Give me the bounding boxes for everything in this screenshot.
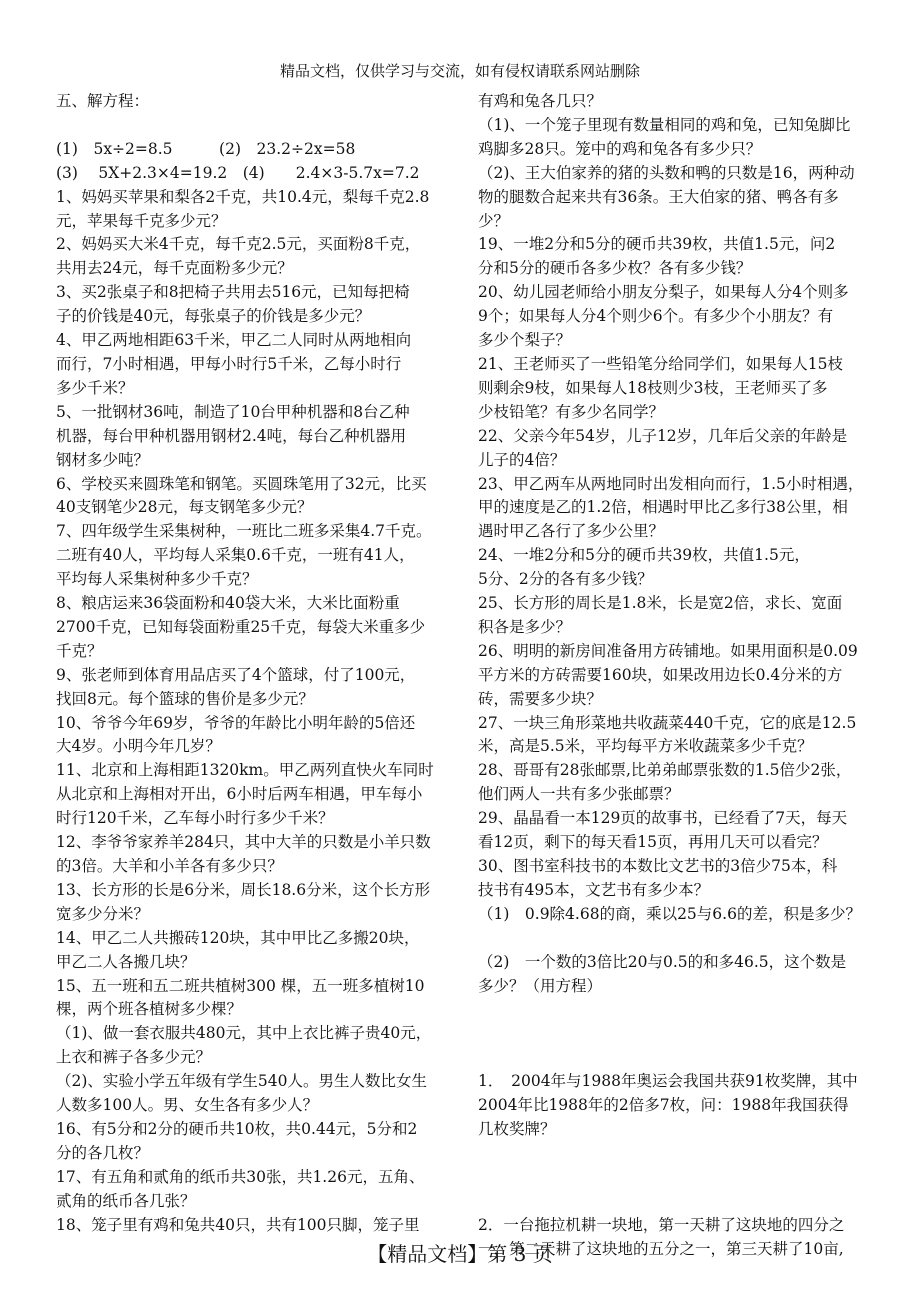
text-line: 他们两人一共有多少张邮票？ [478,785,680,804]
text-line [56,114,448,138]
text-line: 分的各几枚？ [56,1143,150,1162]
text-line: 20、幼儿园老师给小朋友分梨子，如果每人分4个则多 [478,283,849,302]
text-line: 鸡脚多28只。笼中的鸡和兔各有多少只？ [478,139,762,158]
text-line [478,1142,870,1166]
text-line: 25、长方形的周长是1.8米，长是宽2倍，求长、宽面 [478,594,843,613]
text-line: 积各是多少？ [478,617,572,636]
text-line: 一，第二天耕了这块地的五分之一，第三天耕了10亩, [478,1239,844,1258]
left-column [56,90,448,1238]
text-line: 11、北京和上海相距1320km。甲乙两列直快火车同时 [56,761,434,780]
text-line: 10、爷爷今年69岁，爷爷的年龄比小明年龄的5倍还 [56,713,416,732]
text-line: （1)、一个笼子里现有数量相同的鸡和兔，已知兔脚比 [478,115,851,134]
text-line: 找回8元。每个篮球的售价是多少元？ [56,689,314,708]
text-line: 17、有五角和贰角的纸币共30张，共1.26元，五角、 [56,1167,425,1186]
text-line: 儿子的4倍？ [478,450,566,469]
text-line: 五、解方程： [56,92,150,110]
text-line: 平均每人采集树种多少千克？ [56,570,258,589]
text-line: 千克？ [56,641,103,660]
text-line [478,998,870,1022]
document-header-notice: 精品文档，仅供学习与交流，如有侵权请联系网站删除 [279,62,640,80]
text-line: 15、五一班和五二班共植树300 棵，五一班多植树10 [56,976,425,995]
text-line: 有鸡和兔各几只？ [478,92,603,110]
text-line: 技书有495本，文艺书有多少本？ [478,880,710,899]
text-line: (1) 5x÷2=8.5 (2) 23.2÷2x=58 [56,139,356,158]
text-line: 7、四年级学生采集树种，一班比二班多采集4.7千克。 [56,522,432,541]
text-line [478,1046,870,1070]
text-line: 宽多少分米？ [56,904,150,923]
text-line: 4、甲乙两地相距63千米，甲乙二人同时从两地相向 [56,331,412,350]
text-line: 二班有40人，平均每人采集0.6千克，一班有41人， [56,546,415,565]
text-line: 16、有5分和2分的硬币共10枚，共0.44元，5分和2 [56,1119,418,1138]
text-line: 5、一批钢材36吨，制造了10台甲种机器和8台乙种 [56,402,410,421]
text-line: 19、一堆2分和5分的硬币共39枚，共值1.5元，问2 [478,235,836,254]
text-line: (3) 5X+2.3×4=19.2 (4) 2.4×3-5.7x=7.2 [56,163,420,182]
text-line: 大4岁。小明今年几岁？ [56,737,221,756]
text-line: 6、学校买来圆珠笔和钢笔。买圆珠笔用了32元，比买 [56,474,427,493]
text-line: 40支钢笔少28元，每支钢笔多少元？ [56,498,313,517]
text-line: 2004年比1988年的2倍多7枚，问：1988年我国获得 [478,1096,849,1115]
text-line: 几枚奖牌？ [478,1119,556,1138]
text-line [478,1166,870,1190]
text-line: 9个；如果每人分4个则少6个。有多少个小朋友？有 [478,307,834,326]
text-line: 22、父亲今年54岁，儿子12岁，几年后父亲的年龄是 [478,426,848,445]
text-line: （1) 0.9除4.68的商，乘以25与6.6的差，积是多少？ [478,904,861,923]
text-line: 24、一堆2分和5分的硬币共39枚，共值1.5元， [478,546,810,565]
text-line: 遇时甲乙各行了多少公里？ [478,522,665,541]
text-line: 分和5分的硬币各多少枚？各有多少钱？ [478,259,752,278]
text-line: 多少千米？ [56,378,134,397]
text-line: 30、图书室科技书的本数比文艺书的3倍少75本，科 [478,857,838,875]
text-line: 1． 2004年与1988年奥运会我国共获91枚奖牌，其中 [478,1072,858,1091]
text-line: 29、晶晶看一本129页的故事书，已经看了7天，每天 [478,809,848,828]
text-line: 8、粮店运来36袋面粉和40袋大米，大米比面粉重 [56,594,400,613]
text-line: 12、李爷爷家养羊284只，其中大羊的只数是小羊只数 [56,833,431,852]
text-line: 2．一台拖拉机耕一块地，第一天耕了这块地的四分之 [478,1215,845,1234]
text-line: 棵，两个班各植树多少棵？ [56,1000,243,1019]
text-line [478,927,870,951]
text-line: 甲的速度是乙的1.2倍，相遇时甲比乙多行38公里，相 [478,498,848,517]
text-line: 5分、2分的各有多少钱？ [478,570,653,589]
text-line: 而行，7小时相遇，甲每小时行5千米，乙每小时行 [56,354,402,373]
text-line: 28、哥哥有28张邮票,比弟弟邮票张数的1.5倍少2张， [478,761,852,780]
text-line: 子的价钱是40元，每张桌子的价钱是多少元？ [56,307,371,326]
text-line: 则剩余9枝，如果每人18枝则少3枝，王老师买了多 [478,378,828,397]
text-line: 元，苹果每千克多少元？ [56,211,227,230]
text-line: （1)、做一套衣服共480元，其中上衣比裤子贵40元， [56,1024,432,1043]
text-line [478,1190,870,1214]
text-line: 多少？（用方程） [478,976,603,995]
text-line: 米，高是5.5米，平均每平方米收蔬菜多少千克？ [478,737,813,756]
text-line: 2、妈妈买大米4千克，每千克2.5元，买面粉8千克， [56,235,421,254]
text-line: 物的腿数合起来共有36条。王大伯家的猪、鸭各有多 [478,187,839,206]
text-line: 共用去24元，每千克面粉多少元？ [56,259,293,278]
text-line: 甲乙二人各搬几块？ [56,952,196,971]
text-line: 平方米的方砖需要160块，如果改用边长0.4分米的方 [478,665,843,684]
text-line: 少？ [478,211,510,230]
page-footer: 【精品文档】第 3 页 [367,1242,553,1266]
text-line: 上衣和裤子各多少元？ [56,1048,212,1067]
text-line: 2700千克，已知每袋面粉重25千克，每袋大米重多少 [56,617,426,636]
text-line: 看12页，剩下的每天看15页，再用几天可以看完？ [478,833,828,852]
text-line: 多少个梨子？ [478,331,572,350]
text-line [478,1022,870,1046]
text-line: 时行120千米，乙车每小时行多少千米？ [56,809,334,828]
text-line: 3、买2张桌子和8把椅子共用去516元，已知每把椅 [56,283,410,302]
text-line: 21、王老师买了一些铅笔分给同学们，如果每人15枝 [478,354,843,373]
text-line: 从北京和上海相对开出，6小时后两车相遇，甲车每小 [56,785,423,804]
text-line: 18、笼子里有鸡和兔共40只，共有100只脚，笼子里 [56,1215,420,1234]
text-line: 人数多100人。男、女生各有多少人？ [56,1096,319,1115]
text-line: 27、一块三角形菜地共收蔬菜440千克，它的底是12.5 [478,713,857,732]
right-column [478,90,870,1261]
text-line: 少枝铅笔？有多少名同学？ [478,402,665,421]
text-line: 钢材多少吨？ [56,450,150,469]
text-line: 14、甲乙二人共搬砖120块，其中甲比乙多搬20块， [56,928,420,947]
text-line: 9、张老师到体育用品店买了4个篮球，付了100元， [56,665,416,684]
text-line: 贰角的纸币各几张？ [56,1191,196,1210]
text-line: （2)、实验小学五年级有学生540人。男生人数比女生 [56,1072,427,1091]
text-line: 的3倍。大羊和小羊各有多少只？ [56,857,283,875]
text-line: 1、妈妈买苹果和梨各2千克，共10.4元，梨每千克2.8 [56,187,430,206]
text-line: 23、甲乙两车从两地同时出发相向而行，1.5小时相遇， [478,474,864,493]
text-line: 26、明明的新房间准备用方砖铺地。如果用面积是0.09 [478,641,858,660]
text-line: （2)、王大伯家养的猪的头数和鸭的只数是16，两种动 [478,163,855,182]
text-line: 13、长方形的长是6分米，周长18.6分米，这个长方形 [56,880,431,899]
text-line: 机器，每台甲种机器用钢材2.4吨，每台乙种机器用 [56,426,407,445]
text-line: （2) 一个数的3倍比20与0.5的和多46.5，这个数是 [478,952,847,971]
text-line: 砖，需要多少块？ [478,689,603,708]
